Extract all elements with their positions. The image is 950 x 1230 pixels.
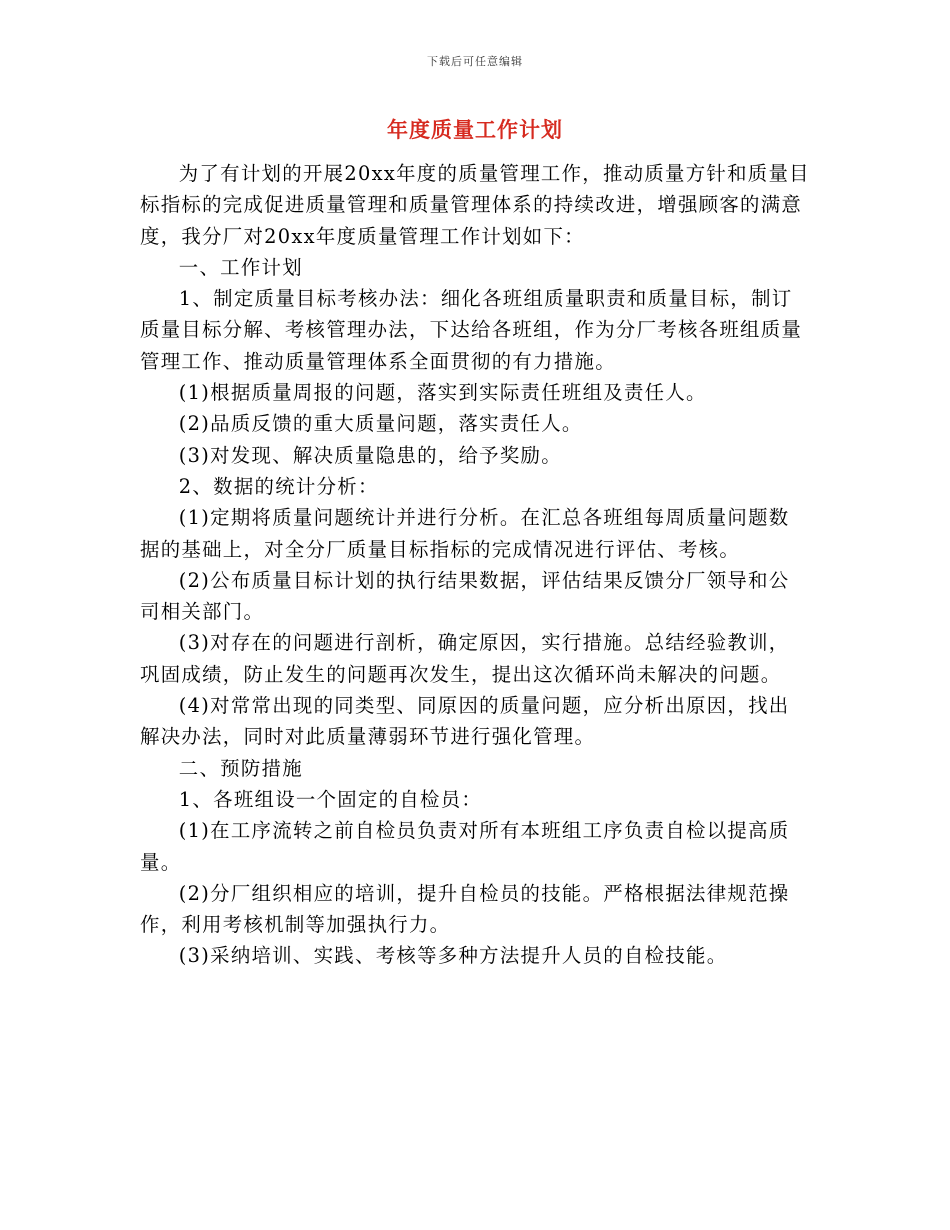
paragraph: (2)公布质量目标计划的执行结果数据，评估结果反馈分厂领导和公司相关部门。 bbox=[140, 568, 790, 624]
header-note: 下载后可任意编辑 bbox=[427, 55, 523, 68]
paragraph: (1)定期将质量问题统计并进行分析。在汇总各班组每周质量问题数据的基础上，对全分厂质量目标指标的完成情况进行评估、考核。 bbox=[140, 506, 790, 561]
document-body bbox=[140, 158, 810, 972]
paragraph: (3)对发现、解决质量隐患的，给予奖励。 bbox=[178, 443, 562, 467]
subsection-heading-data-analysis: 2、数据的统计分析： bbox=[178, 474, 379, 498]
paragraph: (1)根据质量周报的问题，落实到实际责任班组及责任人。 bbox=[178, 381, 707, 405]
section-heading-work-plan: 一、工作计划 bbox=[178, 255, 303, 279]
paragraph: (4)对常常出现的同类型、同原因的质量问题，应分析出原因，找出解决办法，同时对此质量薄弱环节进行强化管理。 bbox=[140, 694, 790, 749]
section-heading-prevention: 二、预防措施 bbox=[178, 756, 303, 780]
paragraph: (1)在工序流转之前自检员负责对所有本班组工序负责自检以提高质量。 bbox=[140, 819, 790, 874]
paragraph: 1、制定质量目标考核办法：细化各班组质量职责和质量目标，制订质量目标分解、考核管理办法，下达给各班组，作为分厂考核各班组质量管理工作、推动质量管理体系全面贯彻的有力措施。 bbox=[140, 287, 803, 373]
document-title: 年度质量工作计划 bbox=[387, 118, 563, 142]
paragraph: (2)分厂组织相应的培训，提升自检员的技能。严格根据法律规范操作，利用考核机制等加强执行力。 bbox=[140, 881, 790, 937]
paragraph: (2)品质反馈的重大质量问题，落实责任人。 bbox=[178, 412, 583, 436]
paragraph: (3)对存在的问题进行剖析，确定原因，实行措施。总结经验教训，巩固成绩，防止发生的问题再次发生，提出这次循环尚未解决的问题。 bbox=[140, 631, 790, 686]
subsection-heading-inspector: 1、各班组设一个固定的自检员： bbox=[178, 787, 483, 811]
paragraph-intro: 为了有计划的开展20xx年度的质量管理工作，推动质量方针和质量目标指标的完成促进质量管理和质量管理体系的持续改进，增强顾客的满意度，我分厂对20xx年度质量管理工作计划如下： bbox=[140, 162, 810, 248]
paragraph: (3)采纳培训、实践、考核等多种方法提升人员的自检技能。 bbox=[178, 944, 728, 968]
